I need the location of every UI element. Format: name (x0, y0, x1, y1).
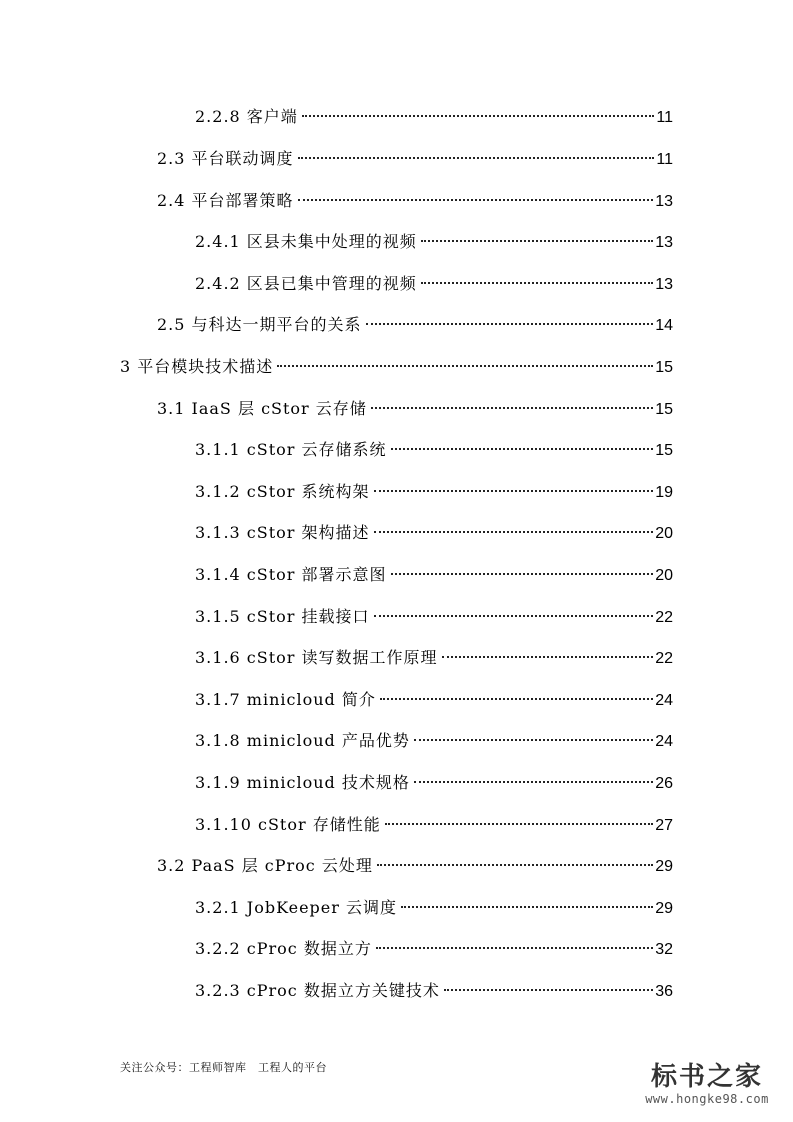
toc-page-number: 13 (655, 276, 673, 293)
dot-leader (385, 823, 654, 825)
toc-entry[interactable] (195, 812, 673, 838)
toc-page-number: 13 (655, 193, 673, 210)
toc-entry[interactable] (157, 396, 673, 422)
toc-entry-label: 3.1.4 cStor 部署示意图 (195, 565, 387, 584)
dot-leader (444, 989, 653, 991)
dot-leader (374, 531, 654, 533)
toc-entry-label: 2.3 平台联动调度 (157, 149, 294, 168)
dot-leader (302, 115, 655, 117)
dot-leader (374, 490, 654, 492)
toc-entry[interactable] (157, 146, 673, 172)
toc-entry-label: 3.2.2 cProc 数据立方 (195, 939, 372, 958)
toc-entry[interactable] (195, 520, 673, 546)
dot-leader (414, 781, 653, 783)
toc-page-number: 11 (656, 109, 673, 126)
toc-entry[interactable] (195, 104, 673, 130)
toc-page-number: 27 (655, 817, 673, 834)
site-logo (637, 1062, 777, 1106)
toc-page-number: 29 (655, 858, 673, 875)
toc-entry[interactable] (157, 312, 673, 338)
toc-page-number: 15 (655, 442, 673, 459)
toc-entry[interactable] (195, 728, 673, 754)
toc-entry[interactable] (195, 645, 673, 671)
toc-page-number: 13 (655, 234, 673, 251)
toc-entry-label: 3.2.1 JobKeeper 云调度 (195, 898, 397, 917)
toc-page-number: 15 (655, 401, 673, 418)
toc-entry-label: 3.1.2 cStor 系统构架 (195, 482, 370, 501)
footer-note: 关注公众号：工程师智库 工程人的平台 (120, 1061, 327, 1074)
toc-entry-label: 2.4.2 区县已集中管理的视频 (195, 274, 417, 293)
toc-entry[interactable] (195, 437, 673, 463)
toc-entry-label: 3.1.6 cStor 读写数据工作原理 (195, 648, 438, 667)
toc-entry[interactable] (120, 354, 673, 380)
toc-entry[interactable] (195, 978, 673, 1004)
toc-page-number: 24 (655, 733, 673, 750)
toc-entry-label: 3 平台模块技术描述 (120, 357, 274, 376)
toc-entry-label: 2.2.8 客户端 (195, 107, 298, 126)
dot-leader (391, 448, 654, 450)
toc-entry[interactable] (195, 562, 673, 588)
toc-entry-label: 2.5 与科达一期平台的关系 (157, 315, 362, 334)
dot-leader (374, 615, 654, 617)
toc-page-number: 19 (655, 484, 673, 501)
dot-leader (391, 573, 654, 575)
toc-entry-label: 3.1.7 minicloud 简介 (195, 690, 376, 709)
toc-page-number: 26 (655, 775, 673, 792)
toc-entry[interactable] (157, 853, 673, 879)
toc-entry-label: 3.1.5 cStor 挂载接口 (195, 607, 370, 626)
dot-leader (366, 323, 654, 325)
dot-leader (414, 739, 653, 741)
toc-page-number: 14 (655, 317, 673, 334)
toc-entry-label: 2.4.1 区县未集中处理的视频 (195, 232, 417, 251)
toc-entry-label: 3.1 IaaS 层 cStor 云存储 (157, 399, 367, 418)
toc-entry[interactable] (195, 271, 673, 297)
toc-page-number: 36 (655, 983, 673, 1000)
dot-leader (380, 698, 653, 700)
dot-leader (421, 240, 653, 242)
toc-page-number: 29 (655, 900, 673, 917)
toc-entry-label: 3.2.3 cProc 数据立方关键技术 (195, 981, 440, 1000)
toc-entry-label: 3.2 PaaS 层 cProc 云处理 (157, 856, 373, 875)
dot-leader (421, 282, 653, 284)
toc-entry-label: 3.1.3 cStor 架构描述 (195, 523, 370, 542)
dot-leader (401, 906, 653, 908)
toc-entry[interactable] (195, 479, 673, 505)
logo-url: www.hongke98.com (645, 1092, 769, 1106)
toc-entry[interactable] (195, 936, 673, 962)
logo-text: 标书之家 (650, 1062, 763, 1092)
toc-page-number: 22 (655, 650, 673, 667)
toc-entry-label: 3.1.10 cStor 存储性能 (195, 815, 381, 834)
toc-entry-label: 3.1.1 cStor 云存储系统 (195, 440, 387, 459)
toc-entry[interactable] (157, 188, 673, 214)
toc-entry-label: 2.4 平台部署策略 (157, 191, 294, 210)
dot-leader (277, 365, 653, 367)
toc-entry-label: 3.1.9 minicloud 技术规格 (195, 773, 410, 792)
toc-page-number: 20 (655, 525, 673, 542)
dot-leader (376, 947, 653, 949)
toc-entry[interactable] (195, 687, 673, 713)
toc-page-number: 22 (655, 609, 673, 626)
toc-entry-label: 3.1.8 minicloud 产品优势 (195, 731, 410, 750)
dot-leader (442, 656, 654, 658)
dot-leader (377, 864, 653, 866)
dot-leader (371, 407, 653, 409)
toc-page-number: 24 (655, 692, 673, 709)
toc-entry[interactable] (195, 229, 673, 255)
toc-page-number: 11 (656, 151, 673, 168)
toc-entry[interactable] (195, 895, 673, 921)
toc-page-number: 15 (655, 359, 673, 376)
toc-page-number: 20 (655, 567, 673, 584)
dot-leader (298, 157, 655, 159)
toc-page-number: 32 (655, 941, 673, 958)
dot-leader (298, 199, 654, 201)
toc-entry[interactable] (195, 604, 673, 630)
toc-entry[interactable] (195, 770, 673, 796)
